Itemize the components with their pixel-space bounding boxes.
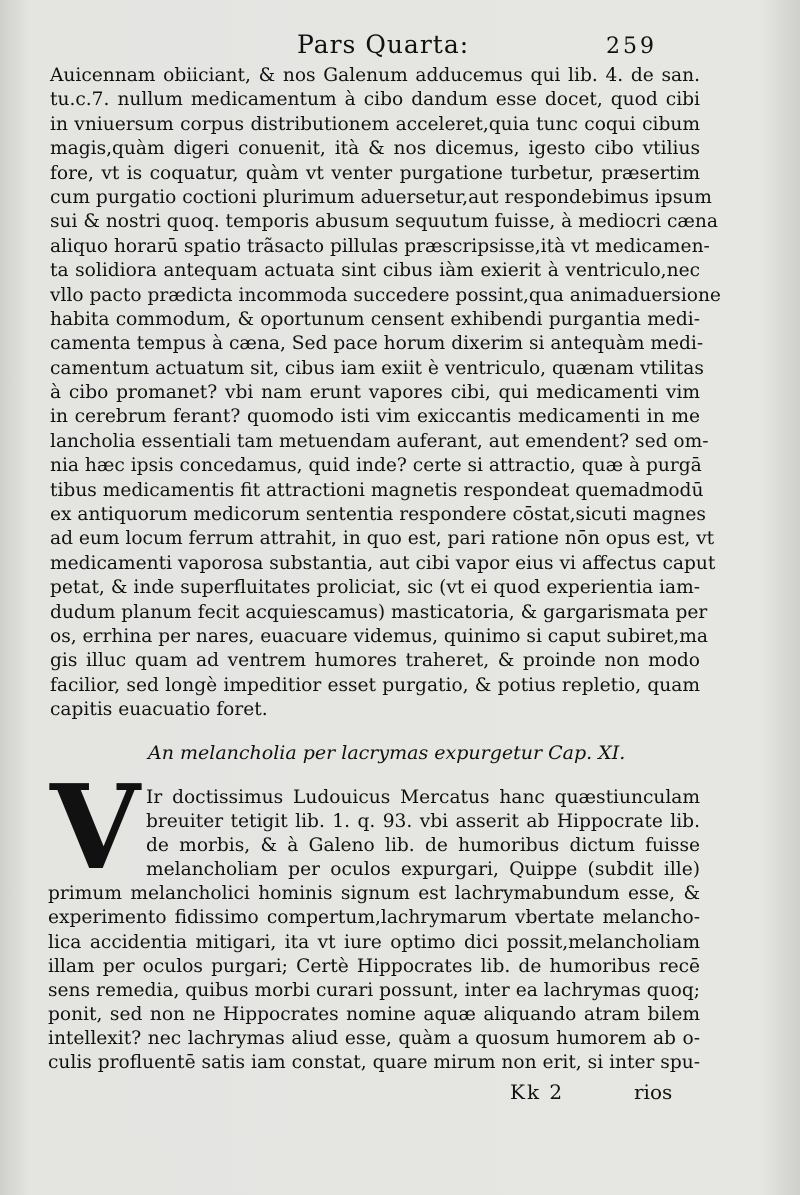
text-line: vllo pacto prædicta incommoda succedere possint,qua animaduersione — [50, 284, 721, 306]
text-line: medicamenti vaporosa substantia, aut cibi vapor eius vi affectus caput — [50, 552, 716, 574]
chapter-heading: An melancholia per lacrymas expurgetur Cap. XI. — [148, 742, 626, 764]
text-line: camentum actuatum sit, cibus iam exiit è ventriculo, quænam vtilitas — [50, 357, 704, 379]
text-line: sui & nostri quoq. temporis abusum sequutum fuisse, à mediocri cæna — [50, 211, 718, 233]
text-line: in cerebrum ferant? quomodo isti vim exiccantis medicamenti in me — [50, 406, 700, 428]
signature-mark: Kk 2 — [510, 1080, 565, 1104]
text-line: cum purgatio coctioni plurimum aduersetur,aut respondebimus ipsum — [50, 186, 712, 208]
text-line: ta solidiora antequam actuata sint cibus iàm exierit à ventriculo,nec — [50, 260, 700, 282]
text-line: primum melancholici hominis signum est lachrymabundum esse, & — [48, 883, 700, 905]
text-line: ex antiquorum medicorum sententia respondere cōstat,sicuti magnes — [50, 504, 706, 526]
text-line: in vniuersum corpus distributionem acceleret,quia tunc coqui cibum — [50, 113, 700, 135]
text-line: aliquo horarū spatio trãsacto pillulas præscripsisse,ità vt medicamen- — [50, 235, 710, 257]
text-line: tibus medicamentis fit attractioni magnetis respondeat quemadmodū — [50, 479, 704, 501]
text-line: lica accidentia mitigari, ita vt iure optimo dici possit,melancholiam — [48, 931, 700, 953]
text-line: intellexit? nec lachrymas aliud esse, quàm a quosum humorem ab o- — [48, 1027, 700, 1049]
running-title: Pars Quarta: — [297, 30, 470, 59]
text-line: Ir doctissimus Ludouicus Mercatus hanc quæstiunculam — [146, 787, 700, 808]
paragraph-1 — [50, 64, 721, 723]
text-line: de morbis, & à Galeno lib. de humoribus dictum fuisse — [146, 835, 700, 857]
text-line: gis illuc quam ad ventrem humores traheret, & proinde non modo — [50, 650, 700, 672]
text-line: experimento fidissimo compertum,lachrymarum vbertate melancho- — [48, 907, 700, 929]
text-line: ponit, sed non ne Hippocrates nomine aquæ aliquando atram bilem — [48, 1003, 700, 1025]
text-line: capitis euacuatio foret. — [50, 699, 268, 721]
text-line: facilior, sed longè impeditior esset purgatio, & potius repletio, quam — [50, 674, 700, 696]
text-line: habita commodum, & oportunum censent exhibendi purgantia medi- — [50, 308, 700, 330]
paragraph-2 — [48, 786, 700, 1075]
text-line: breuiter tetigit lib. 1. q. 93. vbi asserit ab Hippocrate lib. — [146, 811, 700, 833]
page-footer — [0, 1080, 800, 1110]
text-line: dudum planum fecit acquiescamus) masticatoria, & gargarismata per — [50, 601, 708, 623]
catchword: rios — [634, 1080, 673, 1104]
drop-cap: V — [50, 760, 141, 896]
text-line: illam per oculos purgari; Certè Hippocrates lib. de humoribus recē — [48, 955, 700, 977]
text-line: Auicennam obiiciant, & nos Galenum adducemus qui lib. 4. de san. — [50, 65, 700, 86]
text-line: lancholia essentiali tam metuendam auferant, aut emendent? sed om- — [50, 430, 709, 452]
page-number: 259 — [606, 34, 657, 59]
text-line: à cibo promanet? vbi nam erunt vapores cibi, qui medicamenti vim — [50, 382, 700, 404]
text-line: magis,quàm digeri conuenit, ità & nos dicemus, igesto cibo vtilius — [50, 138, 700, 160]
text-line: fore, vt is coquatur, quàm vt venter purgatione turbetur, præsertim — [50, 162, 700, 184]
text-line: culis profluentē satis iam constat, quare mirum non erit, si inter spu- — [48, 1052, 700, 1074]
text-line: nia hæc ipsis concedamus, quid inde? certe si attractio, quæ à purgā — [50, 455, 702, 477]
text-line: os, errhina per nares, euacuare videmus, quinimo si caput subiret,ma — [50, 625, 708, 647]
text-line: petat, & inde superfluitates proliciat, sic (vt ei quod experientia iam- — [50, 577, 700, 599]
text-line: camenta tempus à cæna, Sed pace horum dixerim si antequàm medi- — [50, 333, 704, 355]
text-line: sens remedia, quibus morbi curari possunt, inter ea lachrymas quoq; — [48, 979, 700, 1001]
text-line: melancholiam per oculos expurgari, Quippe (subdit ille) — [146, 859, 700, 881]
text-line: tu.c.7. nullum medicamentum à cibo dandum esse docet, quod cibi — [50, 89, 700, 111]
text-line: ad eum locum ferrum attrahit, in quo est, pari ratione nōn opus est, vt — [50, 528, 715, 550]
